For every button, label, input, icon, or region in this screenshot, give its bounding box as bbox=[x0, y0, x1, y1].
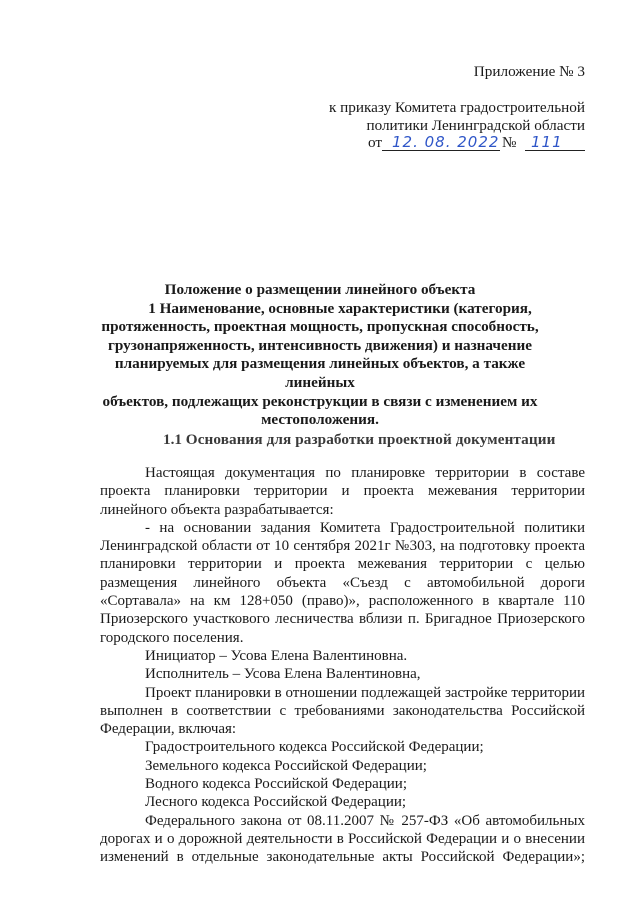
document-title bbox=[95, 281, 545, 430]
body-text bbox=[100, 464, 585, 867]
body-line: городского поселения. bbox=[100, 629, 244, 646]
body-line: Водного кодекса Российской Федерации; bbox=[145, 776, 407, 793]
body-line: - на основании задания Комитета Градостроительной политики bbox=[145, 519, 585, 536]
section-label: Основания для разработки проектной документации bbox=[185, 431, 556, 448]
order-line-2: политики Ленинградской области bbox=[366, 117, 585, 134]
order-line-1: к приказу Комитета градостроительной bbox=[328, 99, 585, 116]
number-prefix: № bbox=[502, 134, 517, 151]
handwritten-date: 12. 08. 2022 bbox=[392, 133, 500, 151]
body-line: планировки территории и проекта межевания территории с целью bbox=[100, 556, 585, 573]
date-prefix: от bbox=[368, 134, 383, 151]
body-line: Приозерского участкового лесничества вблизи п. Бригадное Приозерского bbox=[100, 611, 585, 628]
body-line: Настоящая документация по планировке территории в составе bbox=[145, 465, 585, 481]
body-line: Исполнитель – Усова Елена Валентиновна, bbox=[145, 666, 421, 683]
title-line: Положение о размещении линейного объекта bbox=[164, 281, 476, 298]
body-line: Федерального закона от 08.11.2007 № 257-ФЗ «Об автомобильных bbox=[145, 812, 585, 829]
body-line: Проект планировки в отношении подлежащей застройке территории bbox=[145, 684, 585, 701]
body-line: дорогах и о дорожной деятельности в Российской Федерации и о внесении bbox=[100, 830, 585, 847]
body-line: Инициатор – Усова Елена Валентиновна. bbox=[145, 647, 408, 664]
body-line: Градостроительного кодекса Российской Федерации; bbox=[145, 739, 484, 756]
handwritten-number: 111 bbox=[531, 133, 563, 151]
title-line: местоположения. bbox=[261, 411, 379, 429]
title-line: протяженность, проектная мощность, пропускная способность, bbox=[101, 318, 539, 336]
section-number: 1.1 bbox=[163, 431, 182, 448]
title-line: 1 Наименование, основные характеристики (категория, bbox=[148, 299, 532, 317]
body-line: Ленинградской области от 10 сентября 2021г №303, на подготовку проекта bbox=[100, 538, 585, 555]
section-heading bbox=[163, 431, 555, 449]
title-line: объектов, подлежащих реконструкции в связи с изменением их bbox=[102, 392, 538, 410]
body-line: Земельного кодекса Российской Федерации; bbox=[145, 757, 427, 774]
body-line: «Сортавала» на км 128+050 (право)», расположенного в квартале 110 bbox=[100, 593, 585, 610]
title-line: грузонапряженность, интенсивность движения) и назначение bbox=[108, 336, 532, 354]
body-line: выполнен в соответствии с требованиями законодательства Российской bbox=[100, 702, 585, 719]
body-line: проекта планировки территории и проекта межевания территории bbox=[100, 483, 585, 500]
body-line: размещения линейного объекта «Съезд с автомобильной дороги bbox=[100, 574, 585, 591]
body-line: Федерации, включая: bbox=[100, 721, 237, 738]
body-line: линейного объекта разрабатывается: bbox=[100, 501, 334, 518]
body-line: изменений в отдельные законодательные акты Российской Федерации»; bbox=[100, 849, 585, 866]
title-line: планируемых для размещения линейных объектов, а также линейных bbox=[114, 355, 526, 391]
order-date-number bbox=[368, 134, 585, 154]
body-line: Лесного кодекса Российской Федерации; bbox=[145, 794, 407, 811]
appendix-label: Приложение № 3 bbox=[473, 63, 585, 80]
